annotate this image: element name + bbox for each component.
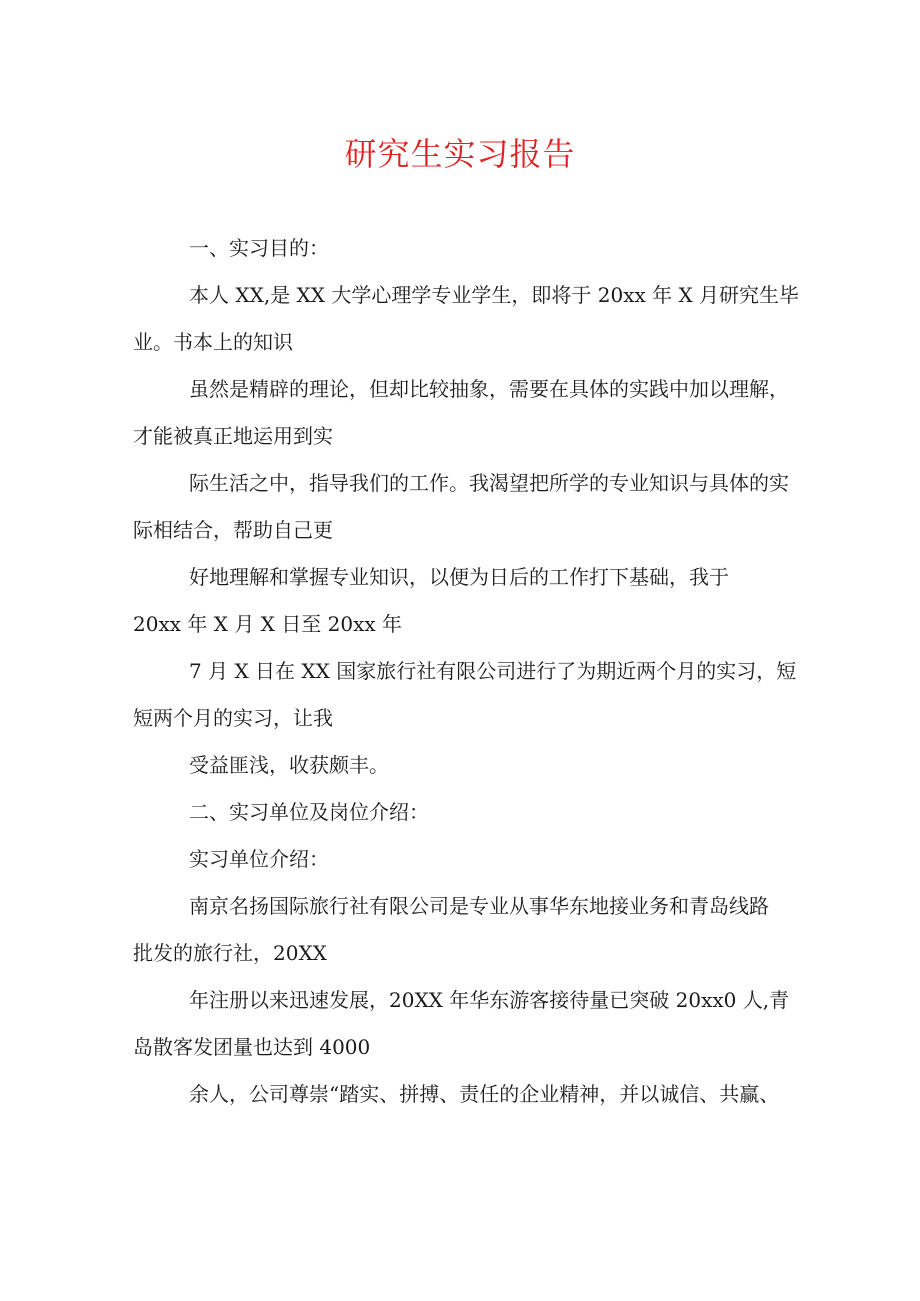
paragraph — [133, 977, 793, 1071]
paragraph-line: 际生活之中，指导我们的工作。我渴望把所学的专业知识与具体的实 — [189, 471, 789, 495]
paragraph — [133, 742, 793, 789]
paragraph-line: 20xx 年 X 月 X 日至 20xx 年 — [133, 612, 402, 636]
paragraph-subheading — [133, 836, 793, 883]
paragraph-line: 业。书本上的知识 — [133, 330, 293, 354]
paragraph-line: 虽然是精辟的理论，但却比较抽象，需要在具体的实践中加以理解， — [189, 377, 789, 401]
paragraph-line: 南京名扬国际旅行社有限公司是专业从事华东地接业务和青岛线路 — [189, 894, 769, 918]
paragraph-line: 好地理解和掌握专业知识，以便为日后的工作打下基础，我于 — [189, 565, 729, 589]
paragraph — [133, 648, 797, 742]
paragraph — [133, 883, 793, 977]
paragraph-purpose-heading — [133, 225, 793, 272]
paragraph-line: 年注册以来迅速发展，20XX 年华东游客接待量已突破 20xx0 人,青 — [189, 988, 790, 1012]
paragraph — [133, 1071, 793, 1118]
paragraph-line: 余人，公司尊崇“踏实、拼搏、责任的企业精神，并以诚信、共赢、 — [189, 1082, 780, 1106]
paragraph-line: 一、实习目的： — [189, 236, 329, 260]
document-title: 研究生实习报告 — [344, 135, 576, 173]
paragraph-line: 本人 XX,是 XX 大学心理学专业学生，即将于 20xx 年 X 月研究生毕 — [189, 283, 800, 307]
paragraph-line: 才能被真正地运用到实 — [133, 424, 333, 448]
paragraph-line: 岛散客发团量也达到 4000 — [133, 1035, 371, 1059]
document-body — [133, 225, 800, 1118]
paragraph-line: 二、实习单位及岗位介绍： — [189, 800, 429, 824]
paragraph-line: 实习单位介绍： — [189, 847, 329, 871]
paragraph — [133, 460, 793, 554]
paragraph-line: 7 月 X 日在 XX 国家旅行社有限公司进行了为期近两个月的实习，短 — [189, 659, 797, 683]
paragraph — [133, 554, 793, 648]
paragraph-unit-heading — [133, 789, 793, 836]
paragraph-line: 受益匪浅，收获颇丰。 — [189, 753, 389, 777]
paragraph-line: 际相结合，帮助自己更 — [133, 518, 333, 542]
paragraph-line: 批发的旅行社，20XX — [133, 941, 327, 965]
paragraph — [133, 366, 793, 460]
paragraph-line: 短两个月的实习，让我 — [133, 706, 333, 730]
paragraph — [133, 272, 800, 366]
